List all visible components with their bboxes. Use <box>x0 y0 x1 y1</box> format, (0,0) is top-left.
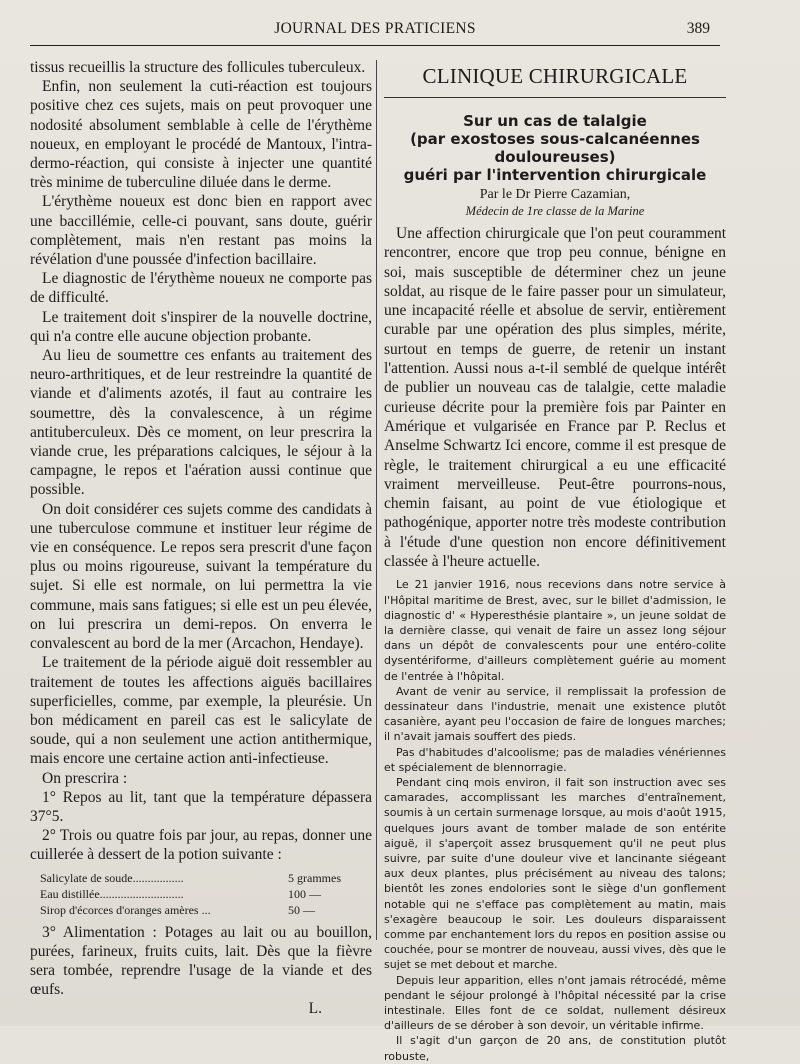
prescription-row <box>40 886 372 902</box>
article-title-line: (par exostoses sous-calcanéennes douloureuses) <box>410 130 700 166</box>
signature: L. <box>308 1000 322 1018</box>
ingredient-name: Eau distillée............................ <box>40 886 184 901</box>
paragraph: 1° Repos au lit, tant que la température dépassera 37°5. <box>30 788 372 825</box>
author-affiliation: Médecin de 1re classe de la Marine <box>465 204 645 218</box>
case-report <box>384 577 726 1064</box>
paragraph: Pendant cinq mois environ, il fait son instruction avec ses camarades, accomplissant les marches d'entraînement, soumis à un certain surmenage lorsque, au mois d'août 1915, quelques jours avant de tomber malade de son entérite aiguë, il s'aperçoit assez brusquement qu'il ne peut plus suivre, par suite d'une douleur vive et lancinante siégeant aux deux plantes, plus précisément au niveau des talons; bientôt les zones endolories sont le siège d'un gonflement notable qui ne s'efface pas complètement au matin, mais s'exagère beaucoup le soir. Les douleurs disparaissent comme par enchantement lors du repos en position assise ou couchée, pour se montrer de nouveau, aussi vives, dès que le sujet se met debout et marche. <box>384 775 727 972</box>
paragraph: Avant de venir au service, il remplissait la profession de dessinateur dans l'industrie, menait une existence plutôt casanière, ayant peu l'occasion de faire de longues marches; il n'avait jamais souffert des pieds. <box>384 684 726 744</box>
ingredient-name: Sirop d'écorces d'oranges amères ... <box>40 902 211 917</box>
page-header <box>30 18 720 42</box>
ingredient-quantity: 50 — <box>288 902 315 917</box>
prescription-table <box>40 870 372 918</box>
paragraph: On prescrira : <box>42 769 128 787</box>
article-title-line: guéri par l'intervention chirurgicale <box>403 166 707 184</box>
header-rule <box>30 45 720 46</box>
paragraph: Depuis leur apparition, elles n'ont jamais rétrocédé, même pendant le séjour prolongé à l'hôpital nécessité par la crise intestinale. Elles font de ce soldat, nullement désireux d'ailleurs de se dérober à son devoir, un véritable infirme. <box>384 973 726 1033</box>
paragraph: Le diagnostic de l'érythème noueux ne comporte pas de difficulté. <box>30 270 372 307</box>
ingredient-quantity: 5 grammes <box>288 870 341 885</box>
page-number: 389 <box>686 20 710 37</box>
column-divider <box>376 60 377 940</box>
prescription-row <box>40 902 372 918</box>
paragraph: 2° Trois ou quatre fois par jour, au repas, donner une cuillerée à dessert de la potion suivante : <box>30 827 372 864</box>
paragraph: 3° Alimentation : Potages au lait ou au bouillon, purées, farineux, fruits cuits, lait. Dès que la fièvre sera tombée, reprendre l'usage de la viande et des œufs. <box>30 923 372 999</box>
intro-paragraph: Une affection chirurgicale que l'on peut couramment rencontrer, encore que trop peu connue, bénigne en soi, mais susceptible de déterminer chez un jeune soldat, au risque de le faire passer pour un simulateur, une incapacité réelle et absolue de servir, entièrement curable par une opération des plus simples, mérite, surtout en temps de guerre, de retenir un instant l'attention. Aussi nous a-t-il semblé de quelque intérêt de publier un nouveau cas de talalgie, cette maladie curieuse décrite pour la première fois par Painter en Amérique et vulgarisée en France par P. Reclus et Anselme Schwartz Ici encore, comme il est presque de règle, le traitement chirurgical a eu une efficacité vraiment merveilleuse. Peut-être pourrons-nous, chemin faisant, au point de vue étiologique et pathogénique, apporter notre très modeste contribution à l'étude d'une question non encore définitivement classée à l'heure actuelle. <box>384 225 726 571</box>
prescription-row <box>40 870 372 886</box>
paragraph: On doit considérer ces sujets comme des candidats à une tuberculose commune et instituer leur régime de vie en conséquence. Le repos sera prescrit d'une façon plus ou moins rigoureuse, suivant la température du sujet. Si elle est normale, on lui permettra la vie commune, mais sans fatigues; si elle est un peu élevée, on lui prescrira un demi-repos. On enverra le convalescent au bord de la mer (Arcachon, Hendaye). <box>30 500 372 653</box>
paragraph: Au lieu de soumettre ces enfants au traitement des neuro-arthritiques, et de leur restreindre la quantité de viande et d'aliments azotés, il faut au contraire les soumettre, dès la convalescence, à un régime antituberculeux. Dès ce moment, on leur prescrira la viande crue, les préparations calciques, le séjour à la campagne, le repos et l'aération aussi continue que possible. <box>30 347 372 499</box>
paragraph: tissus recueillis la structure des follicules tuberculeux. <box>30 59 366 76</box>
signature-line <box>30 999 372 1018</box>
article-title-line: Sur un cas de talalgie <box>463 112 647 130</box>
paragraph: L'érythème noueux est donc bien en rapport avec une baccillémie, celle-ci pouvant, sans doute, guérir complètement, mais n'en restant pas moins la révélation d'une poussée d'infection bacillaire. <box>30 193 372 269</box>
paragraph: Le 21 janvier 1916, nous recevions dans notre service à l'Hôpital maritime de Brest, avec, sur le billet d'admission, le diagnostic d' « Hyperesthésie plantaire », un jeune soldat de la dernière classe, qui venait de faire un assez long séjour dans un dépôt de convalescents pour une entéro-colite dysentériforme, d'ailleurs complètement guérie au moment de l'entrée à l'hôpital. <box>384 578 726 683</box>
journal-title: JOURNAL DES PRATICIENS <box>274 20 476 37</box>
ingredient-name: Salicylate de soude................. <box>40 870 184 885</box>
paragraph: Enfin, non seulement la cuti-réaction est toujours positive chez ces sujets, mais on peut provoquer une nodosité absolument semblable à celle de l'érythème noueux, en employant le procédé de Mantoux, l'intra-dermo-réaction, qui consiste à injecter une quantité très minime de tuberculine diluée dans le derme. <box>30 78 372 192</box>
right-column <box>384 58 726 1064</box>
paragraph: Le traitement de la période aiguë doit ressembler au traitement de toutes les affections aiguës bacillaires superficielles, comme, par exemple, la pleurésie. Un bon médicament en pareil cas est le salicylate de soude, qui a non seulement une action antithermique, mais encore une certaine action anti-infectieuse. <box>30 654 372 768</box>
left-column <box>30 58 372 1019</box>
section-title: CLINIQUE CHIRURGICALE <box>384 64 726 98</box>
paragraph: Il s'agit d'un garçon de 20 ans, de constitution plutôt robuste, <box>384 1034 726 1063</box>
article-author: Par le Dr Pierre Cazamian, <box>479 187 631 202</box>
article-title <box>384 112 726 184</box>
paragraph: Pas d'habitudes d'alcoolisme; pas de maladies vénériennes et spécialement de blennorragie. <box>384 745 726 774</box>
paragraph: Le traitement doit s'inspirer de la nouvelle doctrine, qui n'a contre elle aucune objection probante. <box>30 308 372 345</box>
ingredient-quantity: 100 — <box>288 886 321 901</box>
